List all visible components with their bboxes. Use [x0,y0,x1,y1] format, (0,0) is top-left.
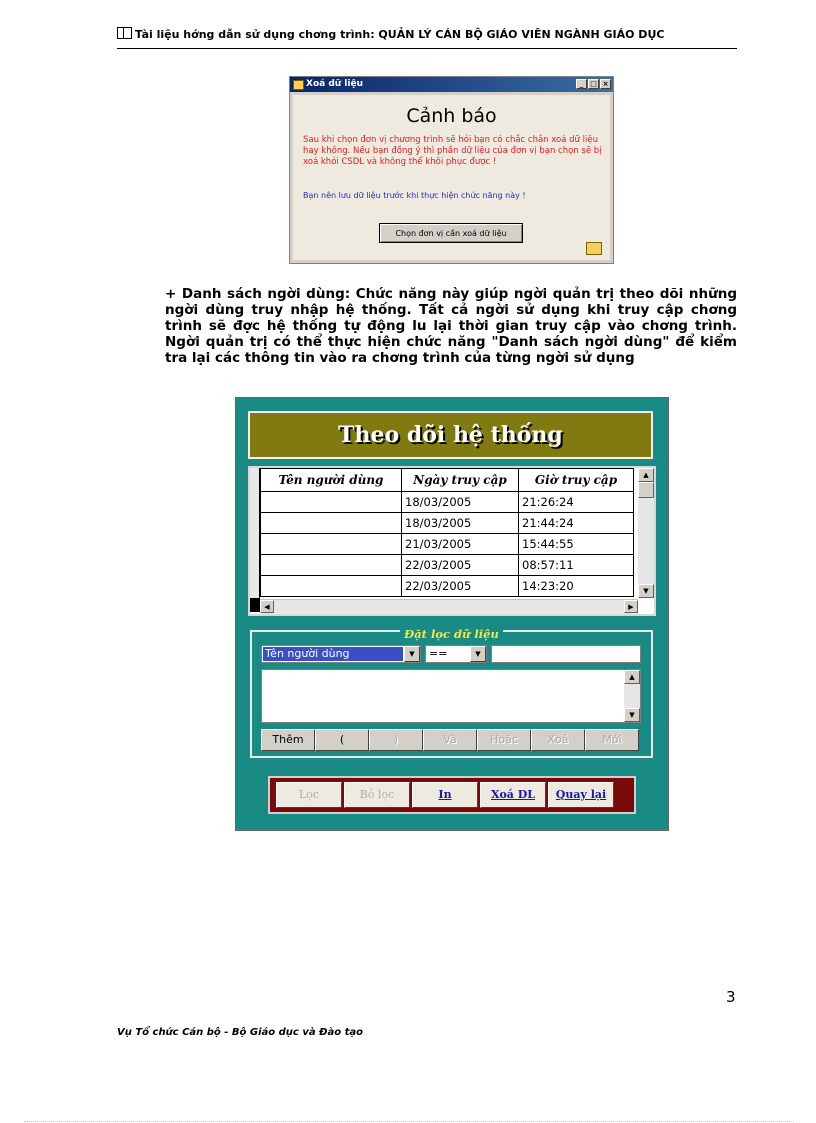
filter-button[interactable]: Mới [585,729,639,751]
command-button-label: Bỏ lọc [359,788,395,801]
folder-icon[interactable] [586,242,602,255]
monitor-title: Theo dõi hệ thống [248,411,653,459]
table-row[interactable] [261,576,634,597]
warning-text: Sau khi chọn đơn vị chương trình sẽ hỏi bạn có chắc chắn xoá dữ liệu hay không. Nếu bạn đồng ý thì phần dữ liệu của đơn vị bạn chọn sẽ bị xoá khỏi CSDL và không thể khôi phục được ! [303,135,602,167]
filter-field-value: Tên người dùng [263,647,403,661]
cell-user[interactable] [261,576,402,597]
command-button-label: Lọc [298,788,320,801]
cell-time[interactable]: 15:44:55 [519,534,634,555]
filter-operator-value: == [429,647,448,660]
cell-date[interactable]: 18/03/2005 [402,513,519,534]
grid-horizontal-scrollbar[interactable] [260,599,638,614]
command-button[interactable] [276,782,342,808]
save-note: Bạn nên lưu dữ liệu trước khi thực hiện chức năng này ! [303,191,526,200]
command-button[interactable] [480,782,546,808]
choose-unit-button[interactable]: Chọn đơn vị cần xoá dữ liệu [379,223,523,243]
chevron-down-icon[interactable]: ▼ [404,646,420,662]
column-header-date[interactable]: Ngày truy cập [402,469,519,492]
command-bar [268,776,636,814]
maximize-button[interactable]: □ [588,79,599,89]
filter-expression-box[interactable] [261,669,641,723]
user-list-paragraph: + Danh sách ngời dùng: Chức năng này giúp ngời quản trị theo dõi những ngời dùng truy nhập hệ thống. Tất cả ngời sử dụng khi truy cập chơng trình sẽ đợc hệ thống tự động lu lại thời gian truy cập vào chơng trình. Ngời quản trị có thể thực hiện chức năng "Danh sách ngời dùng" để kiểm tra lại các thông tin vào ra chơng trình của từng ngời sử dụng [165,286,737,366]
column-header-time[interactable]: Giờ truy cập [519,469,634,492]
scroll-thumb[interactable] [638,482,654,498]
command-button[interactable] [548,782,614,808]
dialog-heading: Cảnh báo [406,105,497,127]
table-body [261,492,634,597]
cell-user[interactable] [261,513,402,534]
warning-dialog [289,76,614,264]
scroll-down-icon[interactable]: ▼ [624,708,640,722]
page-number: 3 [726,988,736,1006]
command-button[interactable] [412,782,478,808]
chevron-down-icon[interactable]: ▼ [470,646,486,662]
cell-date[interactable]: 18/03/2005 [402,492,519,513]
dialog-titlebar [290,77,613,92]
dialog-title: Xoá dữ liệu [306,79,363,89]
access-log-table [260,468,634,597]
cell-user[interactable] [261,555,402,576]
filter-button[interactable]: Xoá [531,729,585,751]
filter-group [250,627,653,758]
cell-date[interactable]: 21/03/2005 [402,534,519,555]
column-header-user[interactable]: Tên người dùng [261,469,402,492]
table-header-row [261,469,634,492]
filter-field-select[interactable] [261,645,421,663]
scroll-right-icon[interactable]: ▶ [624,600,638,613]
page-header [117,27,737,43]
table-row[interactable] [261,534,634,555]
scroll-down-icon[interactable]: ▼ [638,584,654,598]
filter-button[interactable]: Thêm [261,729,315,751]
expression-scrollbar[interactable] [624,670,640,722]
access-log-grid [248,466,656,616]
filter-button[interactable]: Và [423,729,477,751]
table-row[interactable] [261,513,634,534]
command-button-label: Quay lại [555,788,607,801]
cell-date[interactable]: 22/03/2005 [402,555,519,576]
table-row[interactable] [261,555,634,576]
dialog-body [293,95,610,260]
filter-legend: Đặt lọc dữ liệu [400,627,503,641]
command-button[interactable] [344,782,410,808]
bottom-rule [24,1121,794,1122]
scroll-up-icon[interactable]: ▲ [624,670,640,684]
filter-button[interactable]: ) [369,729,423,751]
filter-value-input[interactable] [491,645,641,663]
filter-button-row [261,729,639,751]
command-button-label: In [438,788,452,801]
filter-operator-select[interactable] [425,645,487,663]
cell-time[interactable]: 21:26:24 [519,492,634,513]
system-monitor-window [235,397,669,831]
dialog-app-icon [293,80,304,90]
filter-button[interactable]: Hoặc [477,729,531,751]
table-row[interactable] [261,492,634,513]
cell-time[interactable]: 14:23:20 [519,576,634,597]
row-selector-column [250,468,260,598]
book-icon [117,27,132,39]
minimize-button[interactable]: _ [576,79,587,89]
cell-date[interactable]: 22/03/2005 [402,576,519,597]
cell-user[interactable] [261,492,402,513]
cell-user[interactable] [261,534,402,555]
grid-vertical-scrollbar[interactable] [638,468,654,598]
filter-button[interactable]: ( [315,729,369,751]
header-text: Tài liệu hớng dẫn sử dụng chơng trình: QUẢN LÝ CÁN BỘ GIÁO VIÊN NGÀNH GIÁO DỤC [135,28,665,41]
scroll-up-icon[interactable]: ▲ [638,468,654,482]
cell-time[interactable]: 21:44:24 [519,513,634,534]
page-footer: Vụ Tổ chức Cán bộ - Bộ Giáo dục và Đào tạo [117,1027,364,1038]
close-button[interactable]: × [600,79,611,89]
row-selector-marker [250,598,260,612]
command-button-label: Xoá DL [490,788,536,801]
header-rule [117,48,737,49]
scroll-left-icon[interactable]: ◀ [260,600,274,613]
cell-time[interactable]: 08:57:11 [519,555,634,576]
